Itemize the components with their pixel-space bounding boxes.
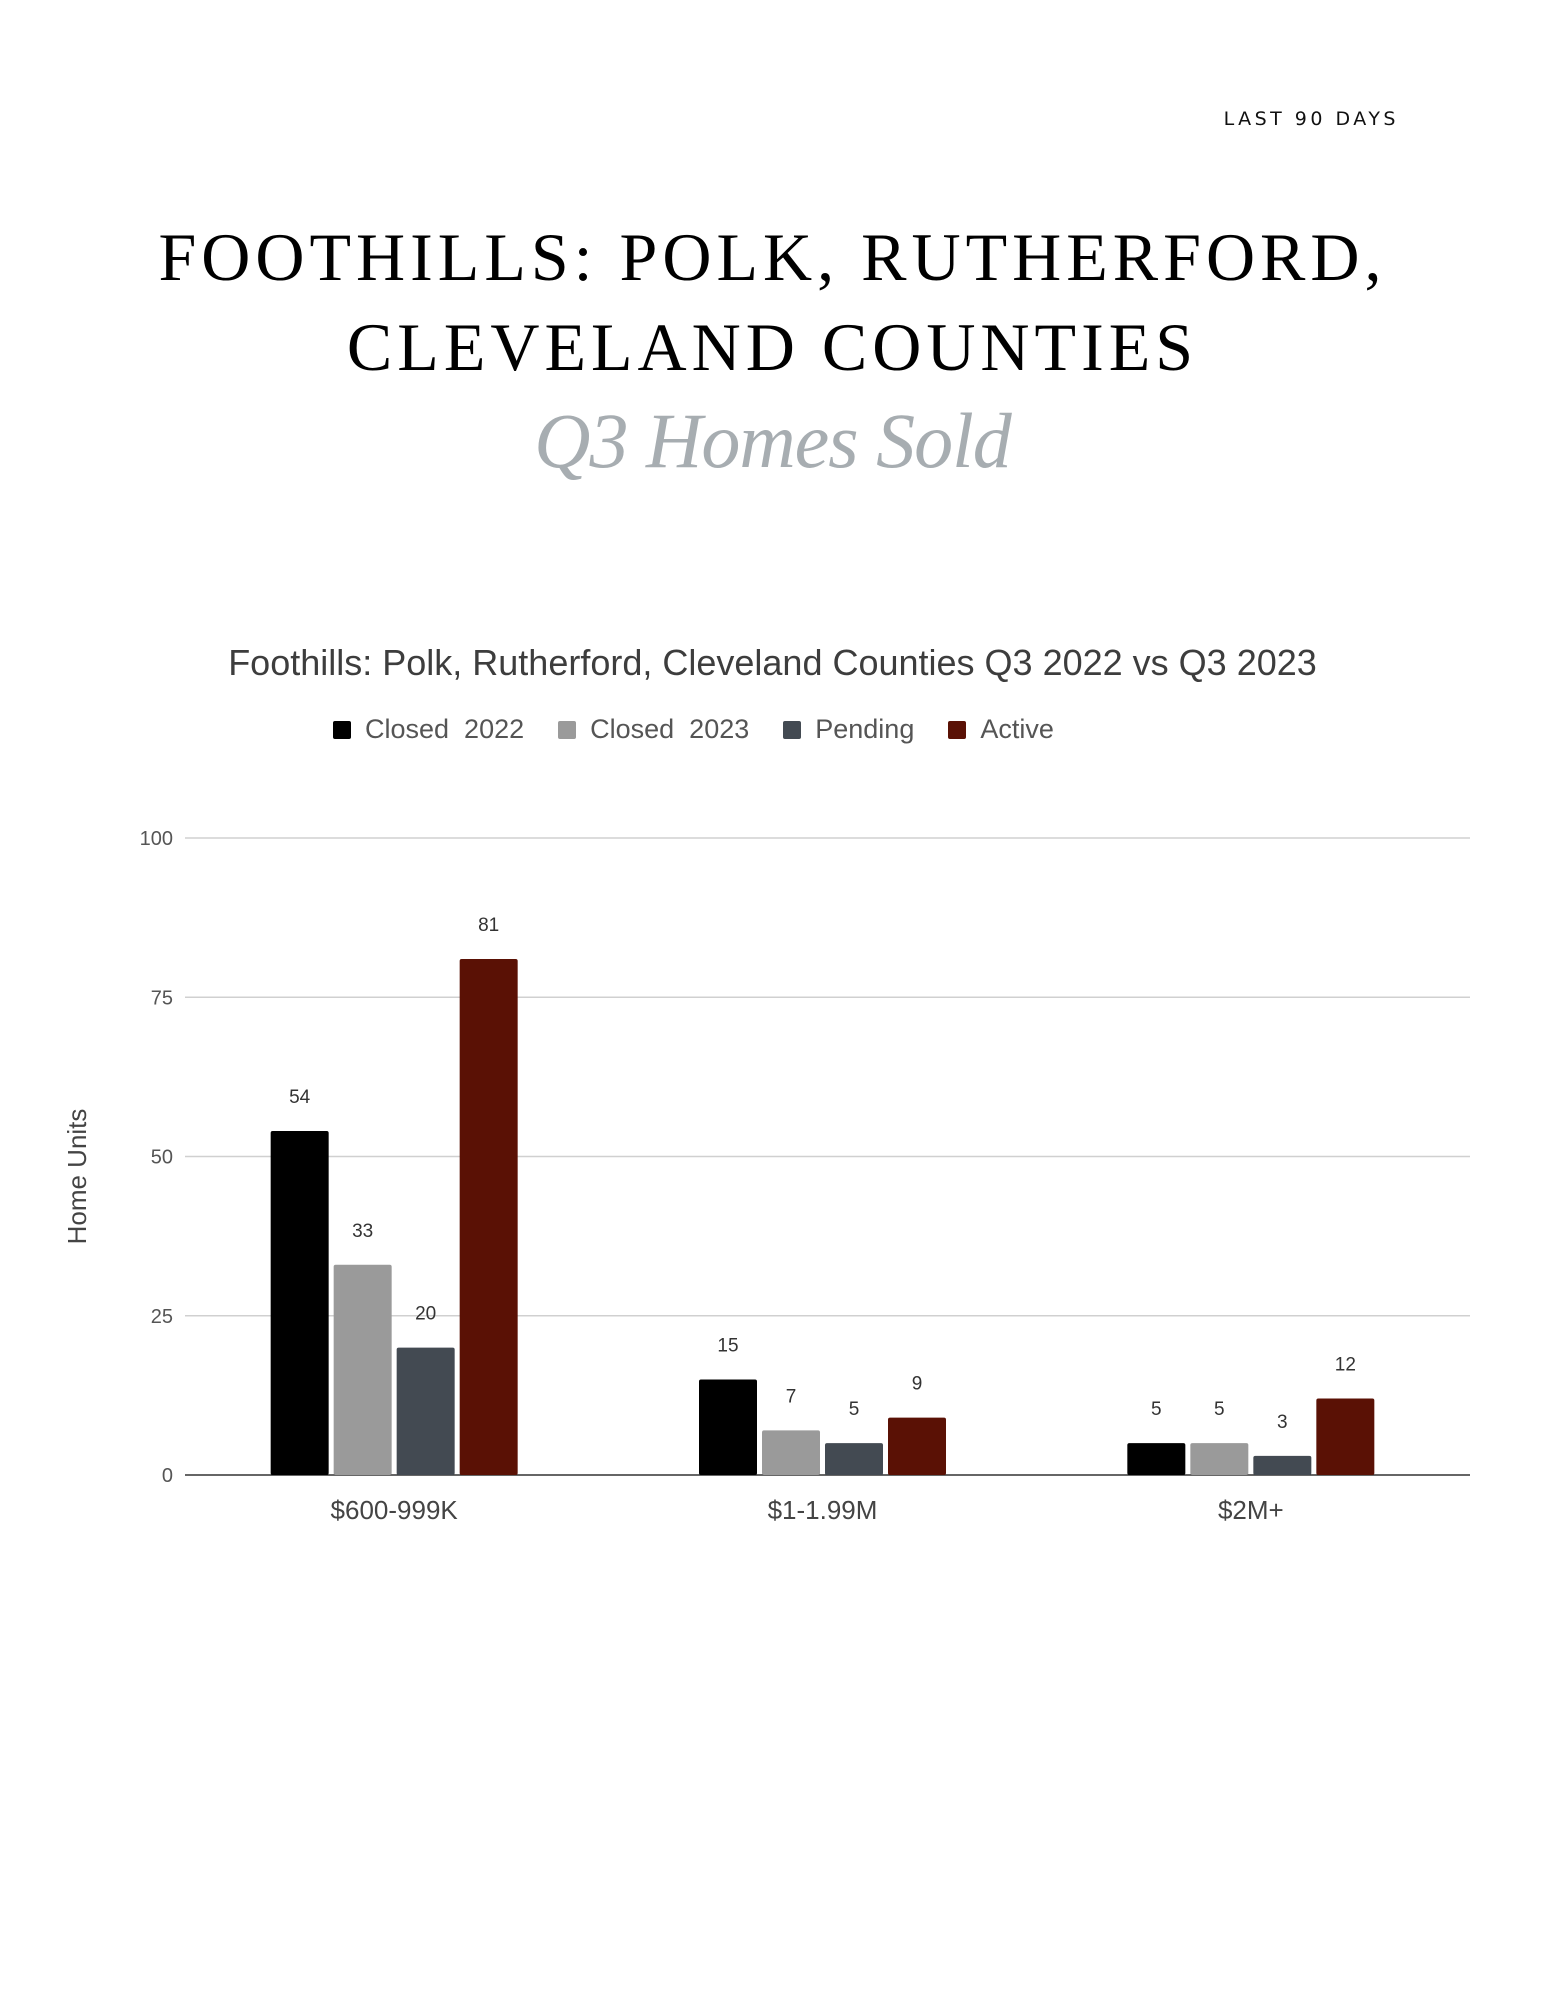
kicker-label: LAST 90 DAYS (1223, 108, 1399, 130)
y-tick-label: 100 (139, 828, 173, 850)
data-label: 81 (478, 915, 500, 937)
bar (1190, 1443, 1248, 1475)
data-label: 5 (1214, 1399, 1225, 1421)
data-label: 54 (289, 1087, 311, 1109)
data-label: 5 (848, 1399, 860, 1421)
bar (460, 959, 518, 1475)
data-label: 20 (415, 1303, 437, 1325)
x-tick-label: $600-999K (330, 1495, 458, 1525)
bar (271, 1131, 329, 1475)
chart-plot-area (0, 630, 1545, 1550)
chart-title: Foothills: Polk, Rutherford, Cleveland Counties Q3 2022 vs Q3 2023 (228, 642, 1317, 683)
page-title-line-2: CLEVELAND COUNTIES (346, 309, 1199, 385)
data-label: 5 (1151, 1399, 1162, 1421)
y-tick-label: 25 (150, 1305, 173, 1328)
legend-label: Closed 2023 (590, 714, 750, 744)
y-tick-label: 75 (150, 987, 173, 1010)
y-tick-label: 0 (161, 1465, 173, 1487)
x-tick-label: $1-1.99M (767, 1495, 878, 1525)
legend-label: Pending (815, 714, 915, 744)
data-label: 15 (717, 1335, 739, 1357)
bar (825, 1443, 883, 1475)
legend-label: Closed 2022 (365, 714, 525, 744)
data-label: 7 (785, 1386, 797, 1408)
bar (1127, 1443, 1185, 1475)
bar (699, 1379, 757, 1475)
data-label: 3 (1277, 1411, 1288, 1433)
y-axis-title: Home Units (62, 1108, 92, 1245)
bar (397, 1348, 455, 1475)
bar (1253, 1456, 1311, 1475)
data-label: 33 (352, 1220, 374, 1242)
bar (762, 1430, 820, 1475)
bar (1316, 1399, 1374, 1475)
x-tick-label: $2M+ (1217, 1495, 1284, 1525)
page-title (0, 212, 1545, 392)
bar (888, 1418, 946, 1475)
page-title-line-1: FOOTHILLS: POLK, RUTHERFORD, (158, 219, 1387, 295)
y-tick-label: 50 (150, 1146, 173, 1169)
legend-label: Active (980, 714, 1054, 744)
bar-chart (0, 630, 1545, 1550)
page-subtitle: Q3 Homes Sold (534, 397, 1011, 484)
data-label: 9 (911, 1373, 923, 1395)
bar (334, 1265, 392, 1475)
data-label: 12 (1334, 1354, 1356, 1376)
